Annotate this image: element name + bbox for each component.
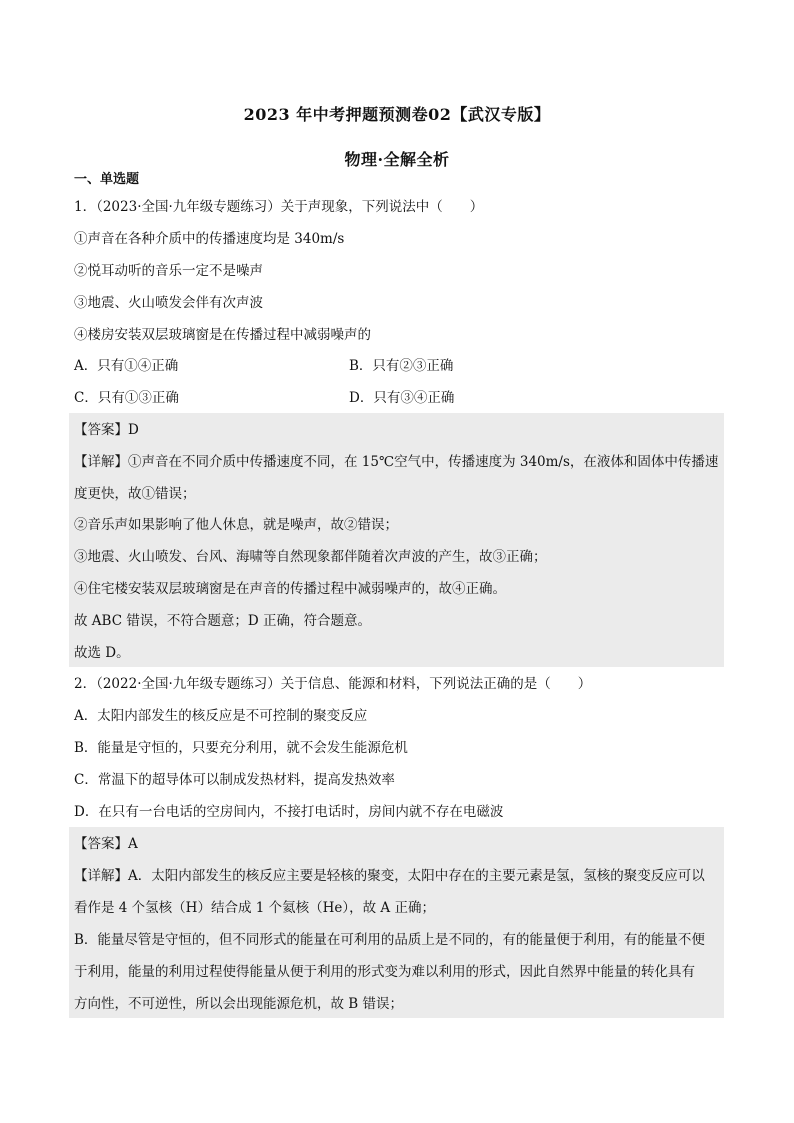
question-1-explanation-line: 度更快，故①错误； [74,486,196,502]
question-2-explanation-line: 于利用，能量的利用过程使得能量从便于利用的形式变为难以利用的形式，因此自然界中能量的转化具有 [74,964,695,980]
question-2-explanation-line: 方向性，不可逆性，所以会出现能源危机，故 B 错误； [74,996,404,1012]
question-2-option-a: A．太阳内部发生的核反应是不可控制的聚变反应 [74,708,368,724]
question-2-solution-block [69,827,724,1018]
question-1-option-d: D．只有③④正确 [349,390,455,406]
question-1-explanation-line: 故选 D。 [74,645,130,661]
question-2-explanation-line: B．能量尽管是守恒的，但不同形式的能量在可利用的品质上是不同的，有的能量便于利用，有的能量不便 [74,932,705,948]
question-1-explanation-line: ④住宅楼安装双层玻璃窗是在声音的传播过程中减弱噪声的，故④正确。 [74,581,506,597]
section-heading: 一、单选题 [74,172,140,187]
question-2-option-c: C．常温下的超导体可以制成发热材料，提高发热效率 [74,772,395,788]
question-2-answer: 【答案】A [74,836,138,852]
question-1-option-b: B．只有②③正确 [349,358,454,374]
document-subtitle: 物理·全解全析 [344,150,450,169]
question-2-explanation-line: 看作是 4 个氢核（H）结合成 1 个氦核（He），故 A 正确； [74,900,435,916]
document-title: 2023 年中考押题预测卷02【武汉专版】 [243,105,551,124]
question-1-statement: ④楼房安装双层玻璃窗是在传播过程中减弱噪声的 [74,327,371,343]
question-2-option-b: B．能量是守恒的，只要充分利用，就不会发生能源危机 [74,740,408,756]
question-1-option-c: C．只有①③正确 [74,390,179,406]
question-1-answer: 【答案】D [74,422,139,438]
question-1-stem: 1．（2023·全国·九年级专题练习）关于声现象，下列说法中（ ） [74,199,484,215]
question-1-explanation-line: 【详解】①声音在不同介质中传播速度不同，在 15℃空气中，传播速度为 340m/s，在液体和固体中传播速 [74,454,719,470]
question-1-statement: ①声音在各种介质中的传播速度均是 340m/s [74,231,345,247]
question-1-statement: ②悦耳动听的音乐一定不是噪声 [74,263,263,279]
question-1-explanation-line: 故 ABC 错误，不符合题意；D 正确，符合题意。 [74,613,371,629]
question-1-explanation-line: ③地震、火山喷发、台风、海啸等自然现象都伴随着次声波的产生，故③正确； [74,549,547,565]
question-2-explanation-line: 【详解】A．太阳内部发生的核反应主要是轻核的聚变，太阳中存在的主要元素是氢，氢核的聚变反应可以 [74,868,705,884]
question-1-explanation-line: ②音乐声如果影响了他人休息，就是噪声，故②错误； [74,517,398,533]
question-1-option-a: A．只有①④正确 [74,358,179,374]
question-2-option-d: D．在只有一台电话的空房间内，不接打电话时，房间内就不存在电磁波 [74,804,504,820]
question-2-stem: 2．（2022·全国·九年级专题练习）关于信息、能源和材料，下列说法正确的是（ ） [74,676,592,692]
question-1-statement: ③地震、火山喷发会伴有次声波 [74,295,263,311]
